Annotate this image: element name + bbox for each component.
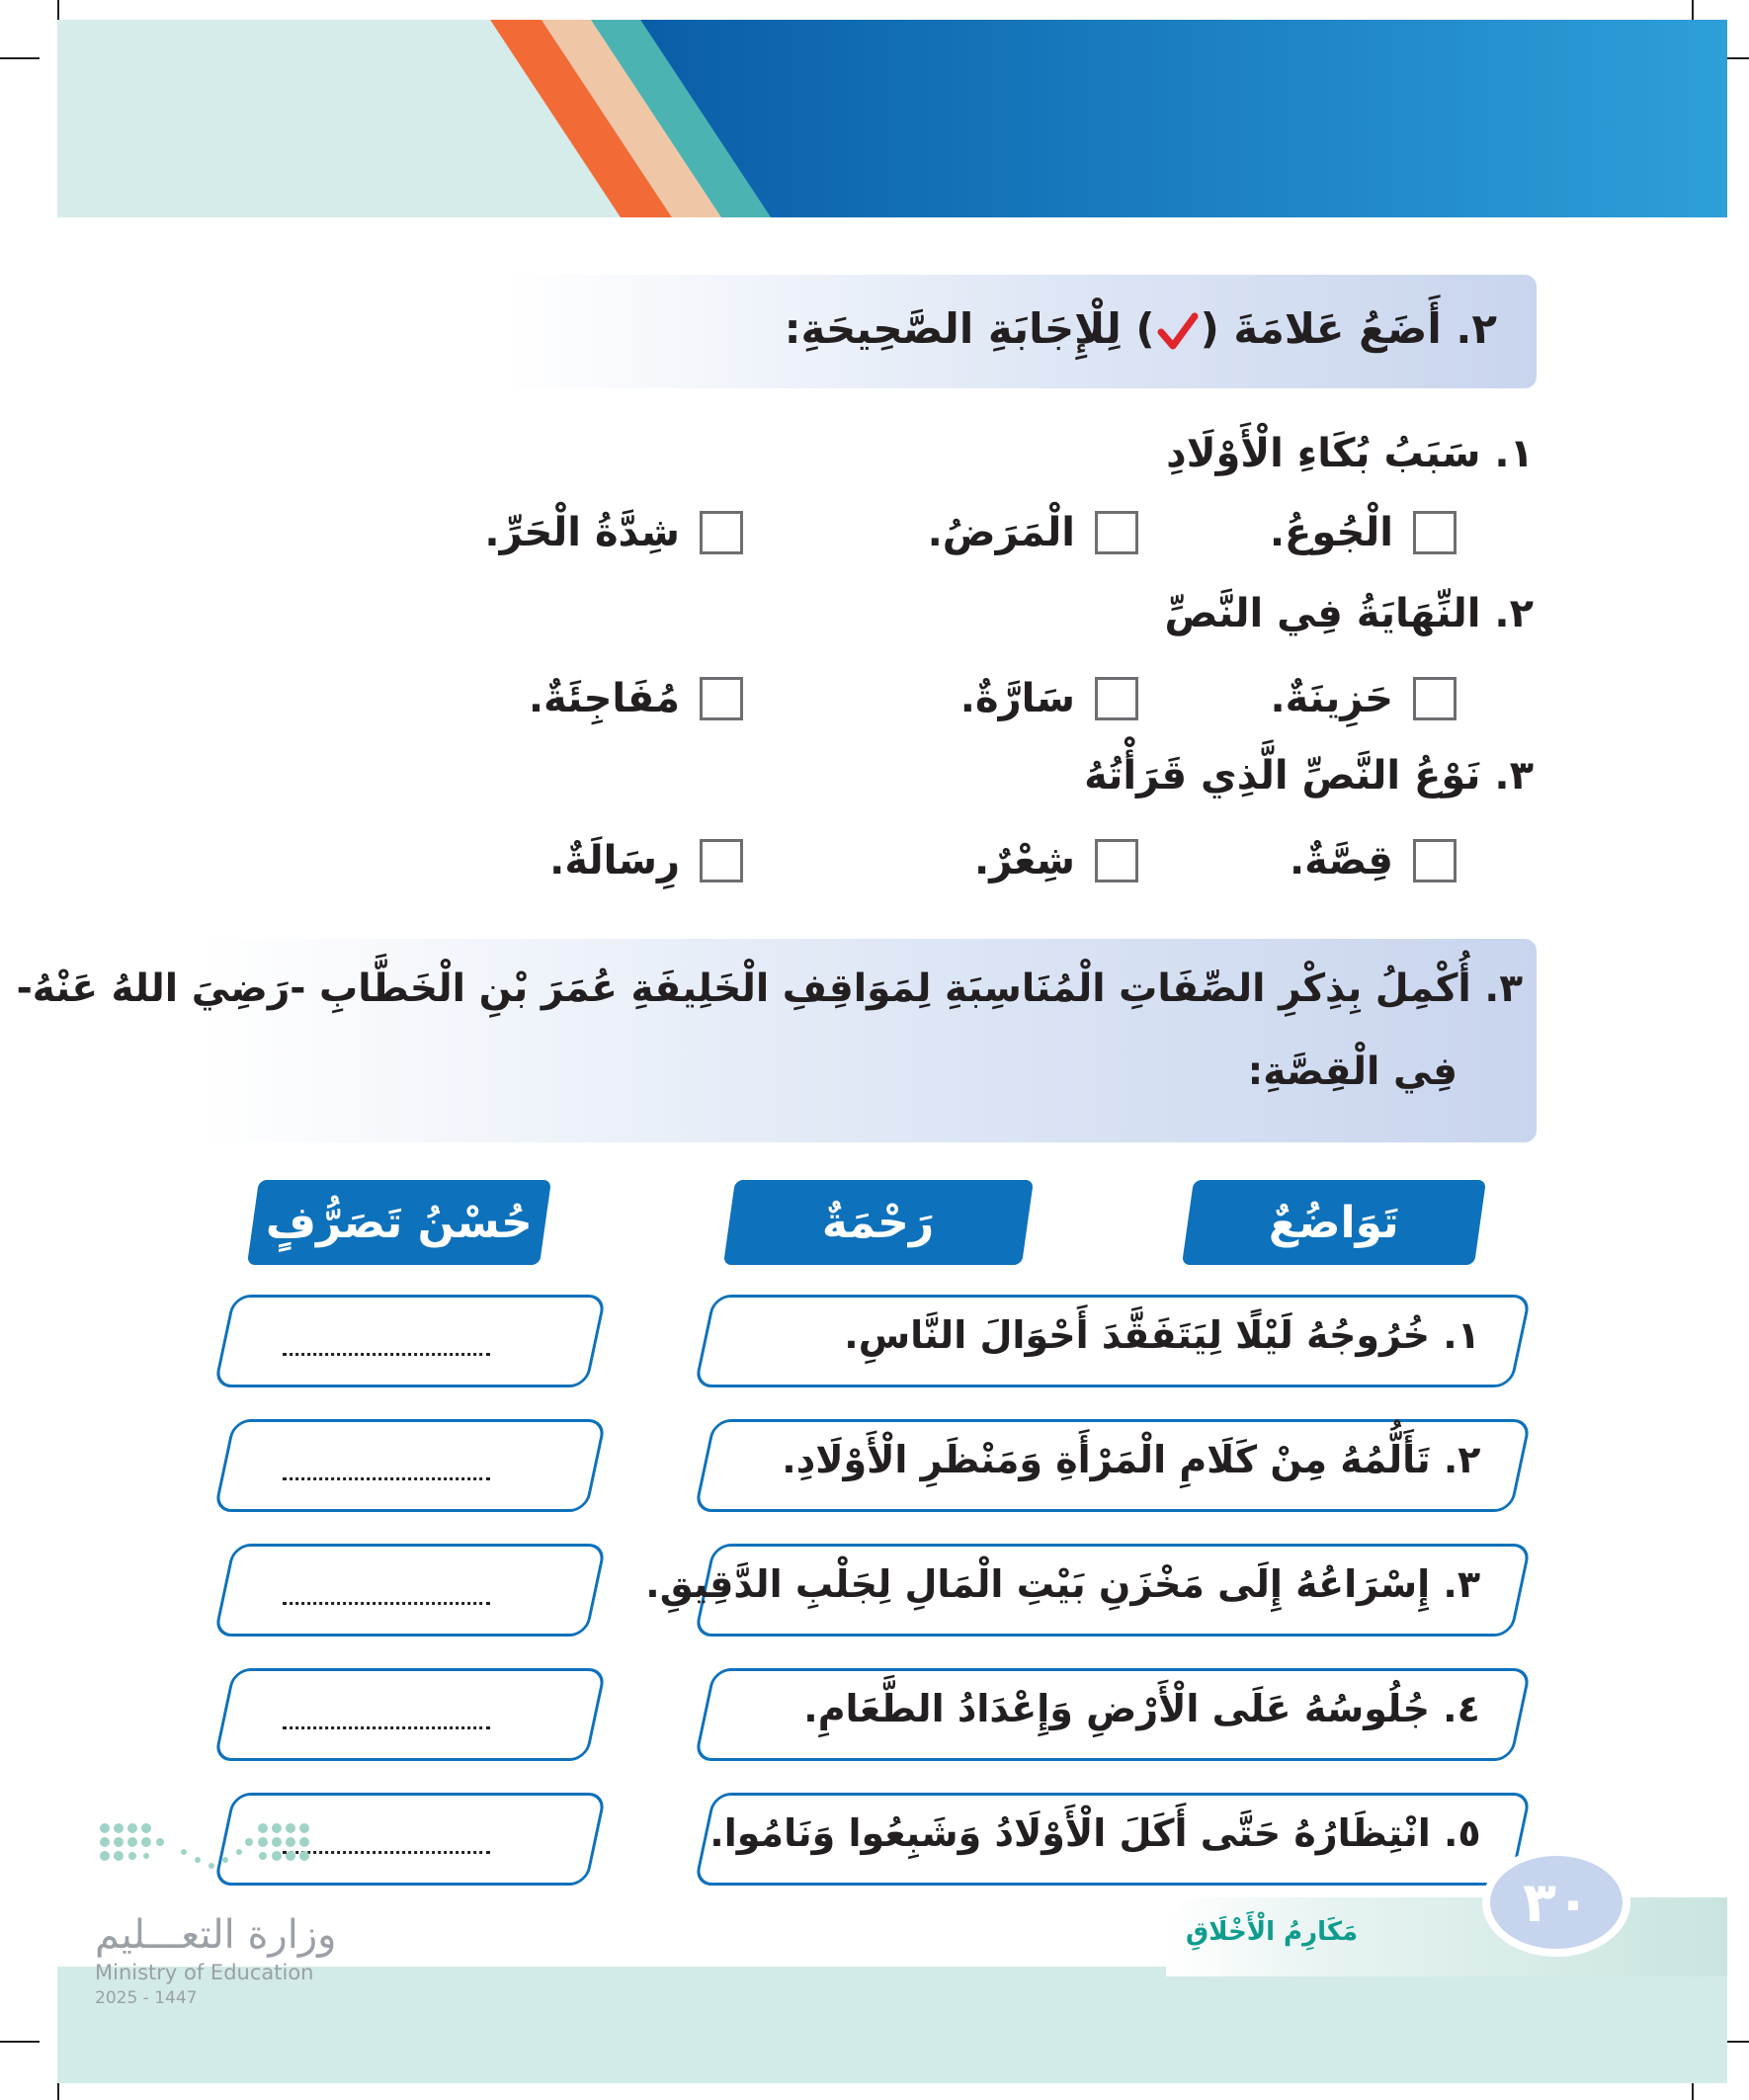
- ministry-name-english: Ministry of Education: [95, 1961, 314, 1984]
- edition-year: 2025 - 1447: [95, 1988, 198, 2008]
- option-checkbox[interactable]: [1095, 511, 1138, 554]
- option-label: شِعْرٌ.: [974, 838, 1075, 883]
- question-1-option-3[interactable]: [484, 510, 743, 555]
- question-2-option-2[interactable]: [960, 676, 1138, 721]
- ministry-logo-icon: [95, 1818, 312, 1897]
- statement-text: ٣. إِسْرَاعُهُ إِلَى مَخْزَنِ بَيْتِ الْمَالِ لِجَلْبِ الدَّقِيقِ.: [645, 1562, 1481, 1606]
- statement-text: ١. خُرُوجُهُ لَيْلًا لِيَتَفَقَّدَ أَحْوَالَ النَّاسِ.: [844, 1313, 1481, 1357]
- option-label: رِسَالَةٌ.: [549, 838, 680, 883]
- section-2-header: [504, 275, 1537, 388]
- option-checkbox[interactable]: [1095, 839, 1138, 882]
- question-1-prompt: ١. سَبَبُ بُكَاءِ الْأَوْلَادِ: [1166, 431, 1534, 476]
- section-2-title: ٢. أَضَعُ عَلامَةَ () لِلْإِجَابَةِ الصَّحِيحَةِ:: [784, 304, 1497, 353]
- answer-dotted-line: [283, 1353, 490, 1356]
- page-number: ٣٠: [1522, 1870, 1591, 1935]
- section-3-title-line-1: ٣. أُكْمِلُ بِذِكْرِ الصِّفَاتِ الْمُنَاسِبَةِ لِمَوَاقِفِ الْخَلِيفَةِ عُمَرَ بْنِ الْخَطَّابِ -رَضِيَ اللهُ عَنْهُ-: [16, 966, 1523, 1011]
- trait-mercy: رَحْمَةٌ: [723, 1180, 1034, 1265]
- question-3-option-3[interactable]: [549, 838, 743, 883]
- ministry-name-arabic: وزارة التعـــليم: [95, 1912, 337, 1958]
- statement-text: ٤. جُلُوسُهُ عَلَى الْأَرْضِ وَإِعْدَادُ الطَّعَامِ.: [803, 1687, 1481, 1730]
- crop-mark: [0, 57, 40, 59]
- statement-text: ٥. انْتِظَارُهُ حَتَّى أَكَلَ الْأَوْلَادُ وَشَبِعُوا وَنَامُوا.: [708, 1811, 1481, 1855]
- question-2-prompt: ٢. النِّهَايَةُ فِي النَّصِّ: [1164, 591, 1534, 636]
- option-label: حَزِينَةٌ.: [1270, 676, 1393, 721]
- option-label: سَارَّةٌ.: [959, 676, 1075, 721]
- question-2-option-1[interactable]: [1270, 676, 1457, 721]
- answer-field-3[interactable]: [213, 1544, 607, 1637]
- option-label: قِصَّةٌ.: [1289, 838, 1393, 883]
- answer-field-1[interactable]: [213, 1295, 607, 1387]
- option-checkbox[interactable]: [700, 511, 743, 554]
- question-1-option-2[interactable]: [928, 510, 1138, 555]
- statement-2: [694, 1419, 1532, 1512]
- answer-dotted-line: [283, 1602, 490, 1605]
- option-checkbox[interactable]: [700, 677, 743, 720]
- answer-field-4[interactable]: [213, 1668, 607, 1761]
- header-banner: [57, 20, 1727, 217]
- question-1-option-1[interactable]: [1270, 510, 1457, 555]
- page-number-badge: [1482, 1848, 1630, 1957]
- option-label: الْجُوعُ.: [1269, 510, 1393, 555]
- statement-text: ٢. تَأَلُّمُهُ مِنْ كَلَامِ الْمَرْأَةِ وَمَنْظَرِ الْأَوْلَادِ.: [782, 1438, 1481, 1481]
- option-label: شِدَّةُ الْحَرِّ.: [484, 510, 680, 555]
- statement-3: [645, 1544, 1532, 1637]
- unit-title: مَكَارِمُ الْأَخْلَاقِ: [1186, 1917, 1359, 1947]
- option-checkbox[interactable]: [1413, 677, 1457, 720]
- option-checkbox[interactable]: [700, 839, 743, 882]
- statement-5: [694, 1793, 1532, 1886]
- question-3-option-1[interactable]: [1290, 838, 1457, 883]
- option-checkbox[interactable]: [1095, 677, 1138, 720]
- statement-1: [694, 1295, 1532, 1387]
- answer-field-2[interactable]: [213, 1419, 607, 1512]
- option-label: الْمَرَضُ.: [927, 510, 1075, 555]
- trait-humility: تَوَاضُعٌ: [1182, 1180, 1486, 1265]
- checkmark-icon: [1155, 310, 1201, 354]
- crop-mark: [0, 2041, 40, 2043]
- answer-dotted-line: [283, 1477, 490, 1480]
- question-2-option-3[interactable]: [529, 676, 743, 721]
- option-label: مُفَاجِئَةٌ.: [528, 676, 680, 721]
- option-checkbox[interactable]: [1413, 839, 1457, 882]
- option-checkbox[interactable]: [1413, 511, 1457, 554]
- trait-good-conduct: حُسْنُ تَصَرُّفٍ: [247, 1180, 551, 1265]
- answer-dotted-line: [283, 1851, 490, 1854]
- answer-dotted-line: [283, 1726, 490, 1729]
- question-3-prompt: ٣. نَوْعُ النَّصِّ الَّذِي قَرَأْتُهُ: [1084, 753, 1534, 798]
- section-3-header: [16, 939, 1537, 1142]
- question-3-option-2[interactable]: [974, 838, 1138, 883]
- section-3-title-line-2: فِي الْقِصَّةِ:: [1247, 1050, 1458, 1094]
- statement-4: [694, 1668, 1532, 1761]
